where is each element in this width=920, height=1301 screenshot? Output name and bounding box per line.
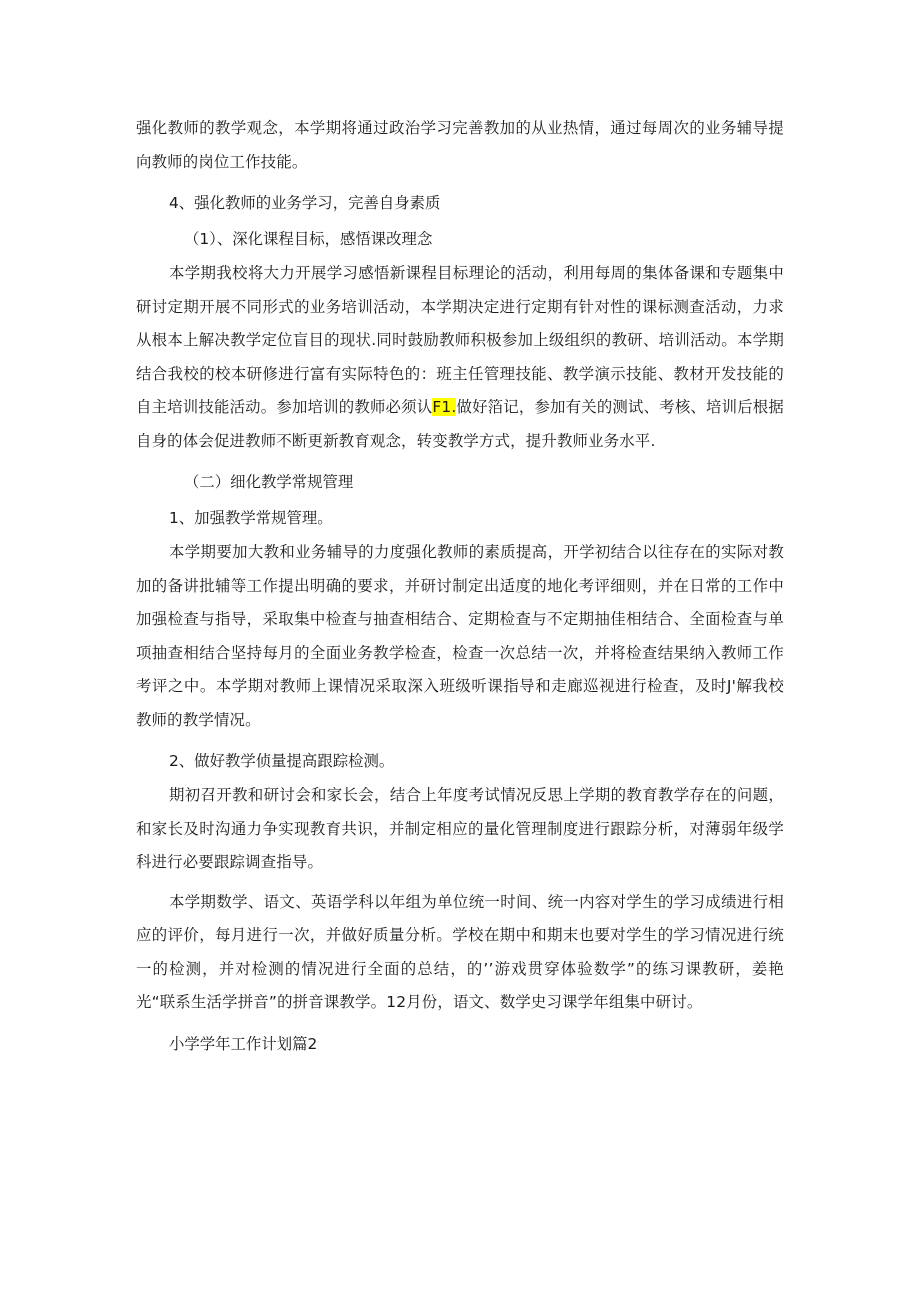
document-page bbox=[136, 112, 784, 1062]
subheading-4-1: （1）、深化课程目标，感悟课改理念 bbox=[184, 230, 433, 248]
paragraph-routine: 本学期要加大教和业务辅导的力度强化教师的素质提高，开学初结合以往存在的实际对教加的备讲批辅等工作提出明确的要求，并研讨制定出适度的地化考评细则，并在日常的工作中加强检查与指导，采取集中检查与抽查相结合、定期检查与不定期抽佳相结合、全面检查与单项抽查相结合坚持每月的全面业务教学检查，检查一次总结一次，并将检查结果纳入教师工作考评之中。本学期对教师上课情况采取深入班级听课指导和走廊巡视进行检查，及时J'解我校教师的教学情况。 bbox=[136, 543, 784, 729]
paragraph-training-text-a: 本学期我校将大力开展学习感悟新课程目标理论的活动，利用每周的集体备课和专题集中研讨定期开展不同形式的业务培训活动，本学期决定进行定期有针对性的课标测查活动，力求从根本上解决教学定位盲目的现状.同时鼓励教师积极参加上级组织的教研、培训活动。本学期结合我校的校本研修进行富有实际特色的：班主任管理技能、教学演示技能、教材开发技能的自主培训技能活动。参加培训的教师必须认 bbox=[136, 264, 784, 416]
paragraph-tracking: 期初召开教和研讨会和家长会，结合上年度考试情况反思上学期的教育教学存在的问题，和家长及时沟通力争实现教育共识，并制定相应的量化管理制度进行跟踪分析，对薄弱年级学科进行必要跟踪调查指导。 bbox=[136, 786, 784, 871]
document-title-2: 小学学年工作计划篇2 bbox=[169, 1034, 318, 1053]
heading-section-2: （二）细化教学常规管理 bbox=[184, 473, 354, 491]
highlighted-text: F1. bbox=[432, 398, 457, 416]
paragraph-evaluation: 本学期数学、语文、英语学科以年组为单位统一时间、统一内容对学生的学习成绩进行相应的评价，每月进行一次，并做好质量分析。学校在期中和期末也要对学生的学习情况进行统一的检测，并对检测的情况进行全面的总结，的’’游戏贯穿体验数学”的练习课教研，姜艳光“联系生活学拼音”的拼音课教学。12月份，语文、数学史习课学年组集中研讨。 bbox=[136, 892, 784, 1011]
paragraph-training-text-b: 做好箔记，参加有关的测试、考核、培训后根据自身的体会促进教师不断更新教育观念，转变教学方式，提升教师业务水平. bbox=[136, 398, 784, 450]
paragraph-intro: 强化教师的教学观念，本学期将通过政治学习完善教加的从业热情，通过每周次的业务辅导提向教师的岗位工作技能。 bbox=[136, 119, 784, 171]
heading-2-1: 1、加强教学常规管理。 bbox=[169, 509, 333, 527]
paragraph-training bbox=[136, 257, 784, 458]
heading-2-2: 2、做好教学侦量提高跟踪检测。 bbox=[169, 752, 395, 770]
heading-4: 4、强化教师的业务学习，完善自身素质 bbox=[169, 194, 441, 212]
